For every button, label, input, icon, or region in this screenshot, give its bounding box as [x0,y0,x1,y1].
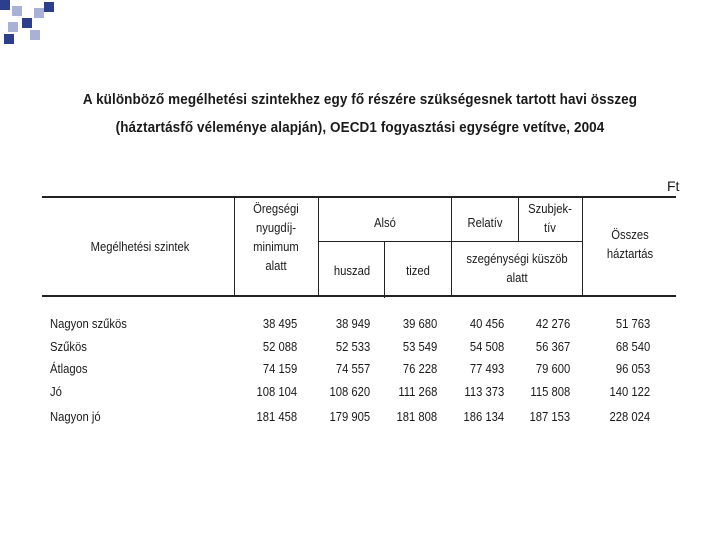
header-also: Alsó [374,216,396,230]
table-cell: 53 549 [402,340,437,354]
table-cell: 77 493 [469,362,504,376]
header-bottom-rule [42,295,676,297]
table-title-line-1: A különböző megélhetési szintekhez egy fő részére szükségesnek tartott havi összeg [82,92,638,108]
table-cell: 140 122 [609,385,650,399]
table-cell: 179 905 [329,410,370,424]
row-label: Szűkös [50,340,87,354]
table-cell: 39 680 [402,317,437,331]
header-divider [518,197,519,241]
table-row [0,340,720,360]
table-row [0,317,720,337]
table-cell: 56 367 [535,340,570,354]
slide-corner-decoration [0,0,60,44]
table-row [0,410,720,430]
header-divider [318,197,319,296]
table-cell: 52 088 [262,340,297,354]
table-cell: 115 808 [530,385,570,399]
table-row [0,385,720,405]
table-cell: 111 268 [397,385,437,399]
header-top-rule [42,196,676,198]
table-cell: 187 153 [529,410,570,424]
table-cell: 228 024 [609,410,650,424]
currency-unit: Ft [667,178,680,194]
row-label: Átlagos [50,362,88,376]
table-cell: 113 373 [464,385,504,399]
table-cell: 74 557 [335,362,370,376]
table-cell: 68 540 [615,340,650,354]
table-cell: 181 808 [396,410,437,424]
table-cell: 96 053 [615,362,650,376]
table-cell: 108 620 [329,385,370,399]
relative-subheader-rule [452,241,582,242]
row-label: Jó [50,385,62,399]
row-label: Nagyon szűkös [50,317,127,331]
header-huszad: huszad [333,264,371,278]
header-szubjektiv: Szubjek- tív [528,202,572,235]
table-cell: 51 763 [615,317,650,331]
table-cell: 38 949 [335,317,370,331]
header-divider [384,242,385,298]
row-label: Nagyon jó [50,410,101,424]
header-divider [451,197,452,296]
table-cell: 186 134 [463,410,504,424]
table-cell: 108 104 [256,385,297,399]
table-title-line-2: (háztartásfő véleménye alapján), OECD1 fogyasztási egységre vetítve, 2004 [115,120,605,136]
header-kuszob: szegénységi küszöb alatt [466,252,568,285]
table-cell: 42 276 [535,317,570,331]
table-cell: 54 508 [469,340,504,354]
table-cell: 38 495 [262,317,297,331]
table-cell: 76 228 [402,362,437,376]
table-cell: 52 533 [335,340,370,354]
table-cell: 181 458 [256,410,297,424]
table-cell: 74 159 [262,362,297,376]
header-tized: tized [406,264,430,278]
header-divider [582,197,583,296]
header-osszes: Összes háztartás [606,228,654,261]
table-row [0,362,720,382]
table-cell: 40 456 [469,317,504,331]
header-row-label: Megélhetési szintek [90,240,190,254]
header-divider [234,197,235,296]
table-cell: 79 600 [535,362,570,376]
header-relativ: Relatív [467,216,503,230]
header-oregsegi: Öregségi nyugdíj- minimum alatt [253,202,299,273]
